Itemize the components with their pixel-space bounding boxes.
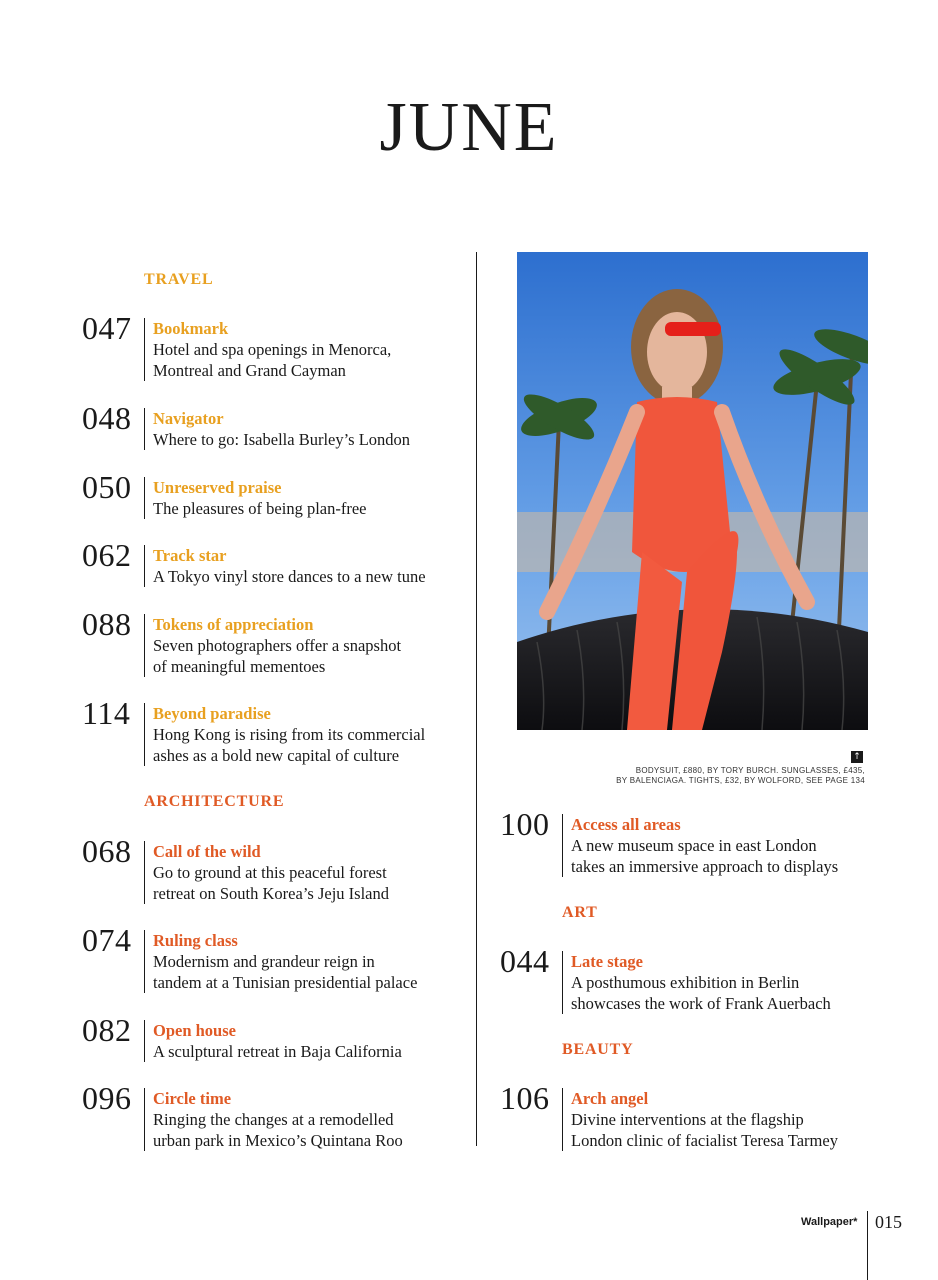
entry-desc: Hotel and spa openings in Menorca, [153,340,392,359]
entry-desc: of meaningful mementoes [153,657,326,676]
entry-desc: A sculptural retreat in Baja California [153,1042,402,1061]
credit-line: BY BALENCIAGA. TIGHTS, £32, BY WOLFORD, SEE PAGE 134 [616,776,865,785]
page-number: 088 [82,606,132,642]
entry-desc: ashes as a bold new capital of culture [153,746,400,765]
entry-desc: A new museum space in east London [571,836,817,855]
section-architecture: ARCHITECTURE [144,793,285,810]
section-beauty: BEAUTY [562,1041,634,1058]
entry-title: Navigator [153,409,224,428]
page-number: 062 [82,537,132,573]
entry-title: Ruling class [153,931,238,950]
entry-desc: showcases the work of Frank Auerbach [571,994,831,1013]
folio-page-number: 015 [875,1212,902,1232]
entry-title: Unreserved praise [153,478,282,497]
page-number: 050 [82,469,132,505]
entry-desc: Go to ground at this peaceful forest [153,863,387,882]
entry-desc: A posthumous exhibition in Berlin [571,973,800,992]
entry-title: Late stage [571,952,643,971]
entry-desc: retreat on South Korea’s Jeju Island [153,884,389,903]
entry-title: Call of the wild [153,842,261,861]
page-number: 044 [500,943,550,979]
entry-title: Open house [153,1021,236,1040]
page-number: 082 [82,1012,132,1048]
entry-title: Access all areas [571,815,681,834]
entry-title: Arch angel [571,1089,649,1108]
page-number: 100 [500,806,550,842]
page-number: 047 [82,310,132,346]
fashion-photo [517,252,868,730]
entry-desc: Where to go: Isabella Burley’s London [153,430,411,449]
brand-logo: Wallpaper* [801,1216,858,1228]
page-title: JUNE [379,89,559,166]
entry-title: Track star [153,546,227,565]
entry-desc: Divine interventions at the flagship [571,1110,804,1129]
page-number: 106 [500,1080,550,1116]
entry-desc: The pleasures of being plan-free [153,499,367,518]
entry-desc: urban park in Mexico’s Quintana Roo [153,1131,403,1150]
section-art: ART [562,904,598,921]
section-travel: TRAVEL [144,271,214,288]
column-divider [476,252,477,1146]
page-number: 096 [82,1080,132,1116]
entry-desc: Ringing the changes at a remodelled [153,1110,394,1129]
entry-desc: Hong Kong is rising from its commercial [153,725,426,744]
page-number: 068 [82,833,132,869]
entry-desc: Seven photographers offer a snapshot [153,636,402,655]
entry-title: Tokens of appreciation [153,615,314,634]
entry-desc: London clinic of facialist Teresa Tarmey [571,1131,838,1150]
arrow-up-icon: ↑ [851,751,863,763]
footer-divider [867,1211,868,1280]
entry-desc: Modernism and grandeur reign in [153,952,375,971]
page-number: 048 [82,400,132,436]
entry-desc: A Tokyo vinyl store dances to a new tune [153,567,426,586]
entry-desc: Montreal and Grand Cayman [153,361,346,380]
entry-title: Circle time [153,1089,232,1108]
entry-title: Beyond paradise [153,704,271,723]
credit-line: BODYSUIT, £880, BY TORY BURCH. SUNGLASSES, £435, [635,766,865,775]
entry-desc: tandem at a Tunisian presidential palace [153,973,418,992]
photo-credit [616,766,865,786]
page-number: 074 [82,922,132,958]
entry-title: Bookmark [153,319,229,338]
page-number: 114 [82,695,131,731]
entry-desc: takes an immersive approach to displays [571,857,839,876]
